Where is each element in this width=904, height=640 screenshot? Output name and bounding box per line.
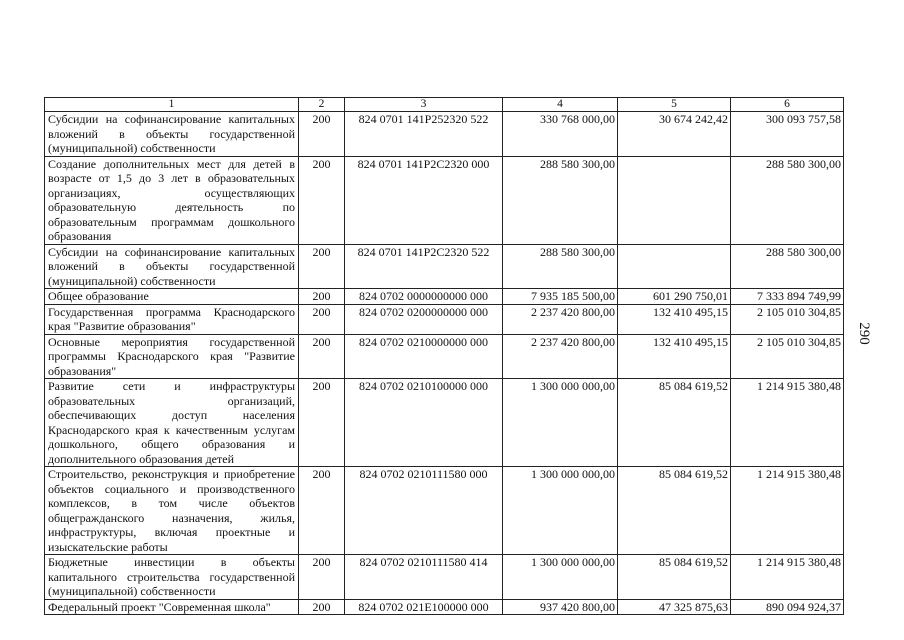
cell-amount-planned: 288 580 300,00 — [503, 244, 618, 289]
cell-code: 200 — [299, 112, 345, 157]
cell-amount-executed: 601 290 750,01 — [618, 289, 731, 305]
column-header: 2 — [299, 98, 345, 112]
column-header: 5 — [618, 98, 731, 112]
cell-classification-code: 824 0702 0210000000 000 — [345, 334, 503, 379]
cell-amount-planned: 1 300 000 000,00 — [503, 467, 618, 555]
cell-amount-executed: 132 410 495,15 — [618, 304, 731, 334]
cell-code: 200 — [299, 599, 345, 615]
cell-code: 200 — [299, 289, 345, 305]
column-header: 3 — [345, 98, 503, 112]
cell-amount-planned: 7 935 185 500,00 — [503, 289, 618, 305]
cell-amount-remaining: 1 214 915 380,48 — [731, 555, 844, 600]
cell-amount-planned: 2 237 420 800,00 — [503, 304, 618, 334]
table-row — [45, 112, 844, 157]
cell-amount-planned: 937 420 800,00 — [503, 599, 618, 615]
cell-amount-remaining: 2 105 010 304,85 — [731, 334, 844, 379]
cell-classification-code: 824 0702 0000000000 000 — [345, 289, 503, 305]
cell-amount-executed: 85 084 619,52 — [618, 555, 731, 600]
table-header-row — [45, 98, 844, 112]
cell-name: Создание дополнительных мест для детей в возрасте от 1,5 до 3 лет в образовательных организациях, осуществляющих образовательную деятельность по образовательным программам дошкольного образования — [45, 156, 299, 244]
table-row — [45, 599, 844, 615]
cell-classification-code: 824 0702 0210111580 000 — [345, 467, 503, 555]
cell-name: Субсидии на софинансирование капитальных вложений в объекты государственной (муниципальной) собственности — [45, 112, 299, 157]
cell-amount-remaining: 2 105 010 304,85 — [731, 304, 844, 334]
page-number: 290 — [855, 322, 872, 345]
cell-code: 200 — [299, 244, 345, 289]
cell-name: Бюджетные инвестиции в объекты капитального строительства государственной (муниципальной) собственности — [45, 555, 299, 600]
cell-classification-code: 824 0702 0200000000 000 — [345, 304, 503, 334]
table-row — [45, 304, 844, 334]
cell-amount-planned: 330 768 000,00 — [503, 112, 618, 157]
column-header: 6 — [731, 98, 844, 112]
cell-amount-remaining: 300 093 757,58 — [731, 112, 844, 157]
table-row — [45, 289, 844, 305]
cell-amount-executed: 30 674 242,42 — [618, 112, 731, 157]
cell-amount-executed: 85 084 619,52 — [618, 379, 731, 467]
cell-code: 200 — [299, 334, 345, 379]
cell-amount-executed: 132 410 495,15 — [618, 334, 731, 379]
table-row — [45, 555, 844, 600]
table-row — [45, 467, 844, 555]
cell-name: Основные мероприятия государственной программы Краснодарского края "Развитие образования" — [45, 334, 299, 379]
table-row — [45, 156, 844, 244]
cell-name: Субсидии на софинансирование капитальных вложений в объекты государственной (муниципальной) собственности — [45, 244, 299, 289]
cell-classification-code: 824 0702 0210100000 000 — [345, 379, 503, 467]
cell-name: Федеральный проект "Современная школа" — [45, 599, 299, 615]
cell-amount-remaining: 288 580 300,00 — [731, 244, 844, 289]
table-row — [45, 334, 844, 379]
column-header: 1 — [45, 98, 299, 112]
cell-name: Общее образование — [45, 289, 299, 305]
cell-amount-remaining: 288 580 300,00 — [731, 156, 844, 244]
cell-amount-remaining: 7 333 894 749,99 — [731, 289, 844, 305]
cell-classification-code: 824 0702 0210111580 414 — [345, 555, 503, 600]
cell-amount-remaining: 890 094 924,37 — [731, 599, 844, 615]
cell-amount-remaining: 1 214 915 380,48 — [731, 467, 844, 555]
table-row — [45, 379, 844, 467]
cell-amount-planned: 1 300 000 000,00 — [503, 379, 618, 467]
cell-code: 200 — [299, 156, 345, 244]
cell-code: 200 — [299, 555, 345, 600]
cell-classification-code: 824 0702 021E100000 000 — [345, 599, 503, 615]
cell-amount-executed — [618, 244, 731, 289]
cell-classification-code: 824 0701 141P2C2320 522 — [345, 244, 503, 289]
cell-classification-code: 824 0701 141P2C2320 000 — [345, 156, 503, 244]
budget-table — [44, 97, 844, 615]
table-row — [45, 244, 844, 289]
cell-name: Государственная программа Краснодарского края "Развитие образования" — [45, 304, 299, 334]
cell-name: Развитие сети и инфраструктуры образовательных организаций, обеспечивающих доступ населения Краснодарского края к качественным услугам дошкольного, общего образования и дополнительного образования детей — [45, 379, 299, 467]
cell-name: Строительство, реконструкция и приобретение объектов социального и производственного комплексов, в том числе объектов общегражданского назначения, жилья, инфраструктуры, включая проектные и изыскательские работы — [45, 467, 299, 555]
cell-amount-planned: 2 237 420 800,00 — [503, 334, 618, 379]
cell-amount-planned: 288 580 300,00 — [503, 156, 618, 244]
cell-code: 200 — [299, 467, 345, 555]
cell-amount-remaining: 1 214 915 380,48 — [731, 379, 844, 467]
cell-amount-executed — [618, 156, 731, 244]
cell-amount-executed: 47 325 875,63 — [618, 599, 731, 615]
cell-amount-executed: 85 084 619,52 — [618, 467, 731, 555]
column-header: 4 — [503, 98, 618, 112]
cell-code: 200 — [299, 304, 345, 334]
cell-code: 200 — [299, 379, 345, 467]
cell-amount-planned: 1 300 000 000,00 — [503, 555, 618, 600]
cell-classification-code: 824 0701 141P252320 522 — [345, 112, 503, 157]
